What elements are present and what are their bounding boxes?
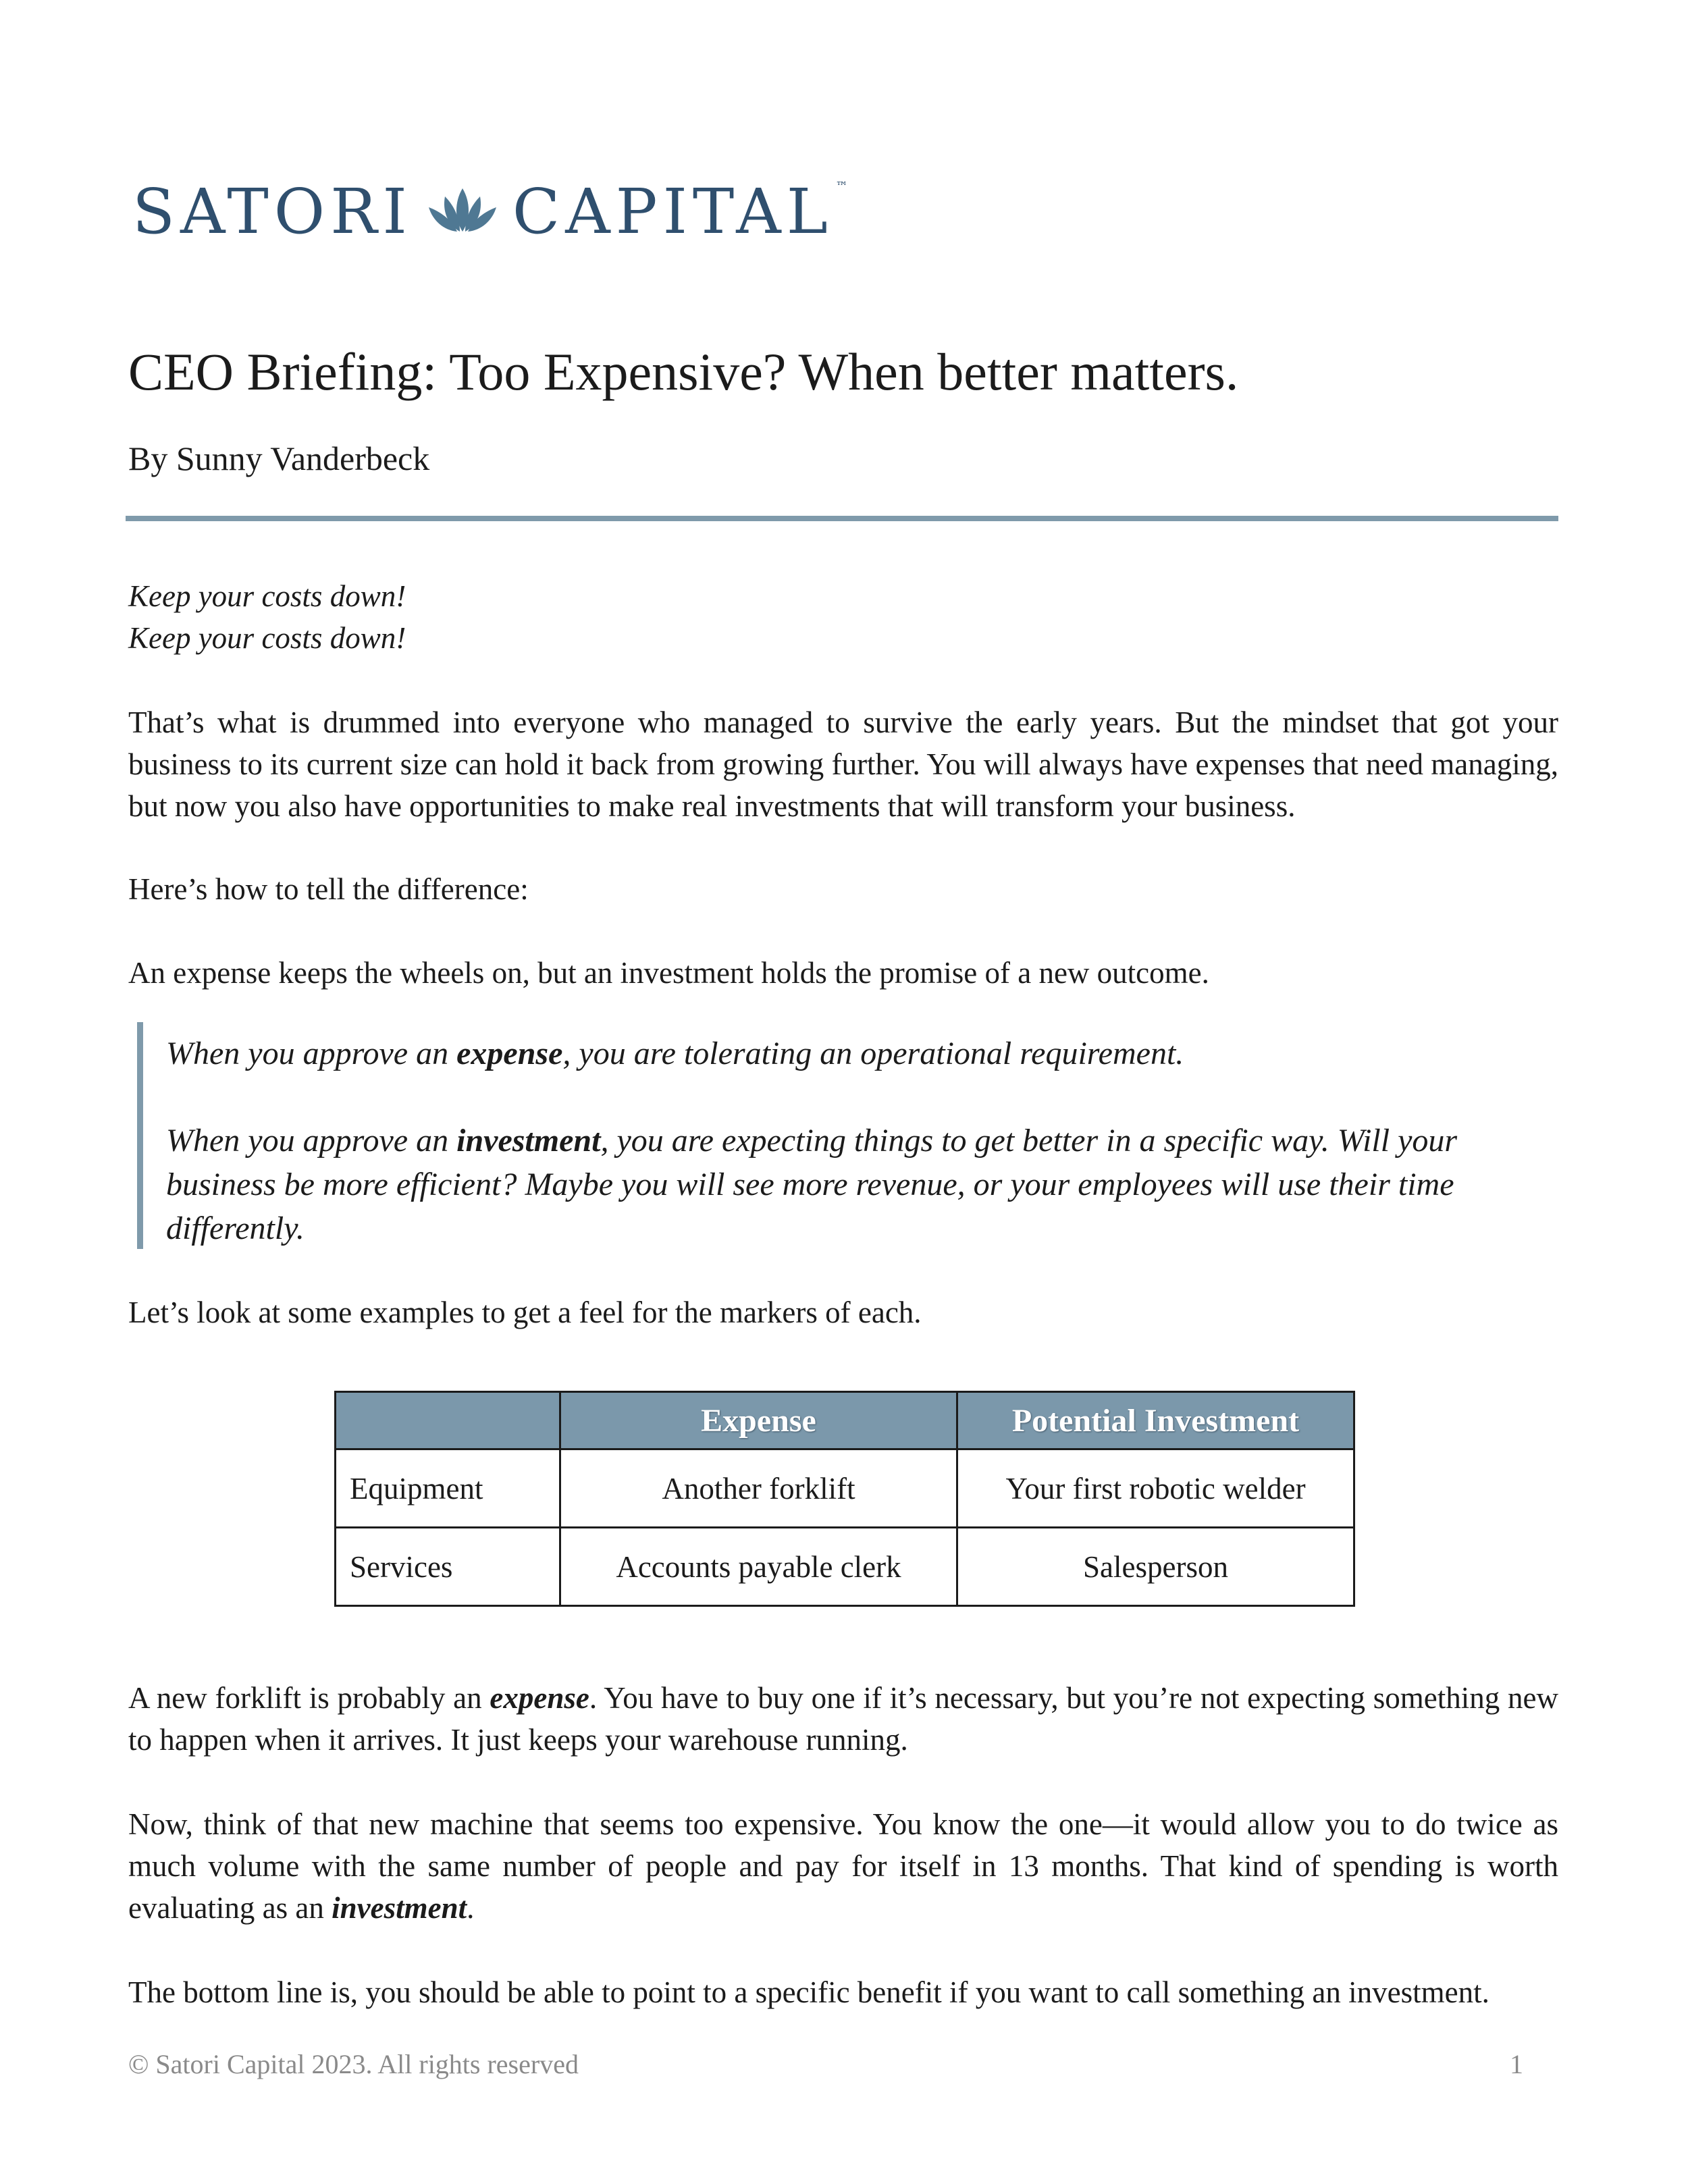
- comparison-table: [334, 1391, 1355, 1607]
- logo-word-capital: CAPITAL: [512, 176, 833, 248]
- table-cell-category: Equipment: [336, 1449, 560, 1528]
- table-header-blank: [336, 1392, 560, 1449]
- expense-vs-investment-paragraph: An expense keeps the wheels on, but an investment holds the promise of a new outcome.: [128, 956, 1209, 990]
- machine-investment-term: investment: [332, 1891, 467, 1925]
- table-cell-investment: Salesperson: [957, 1528, 1354, 1606]
- logo-word-satori: SATORI: [132, 176, 413, 248]
- table-cell-investment: Your first robotic welder: [957, 1449, 1354, 1528]
- forklift-expense-term: expense: [490, 1681, 589, 1715]
- page-number: 1: [1510, 2049, 1523, 2079]
- quote-investment: When you approve an investment, you are expecting things to get better in a specific way. Will your business be more efficient? Maybe you will see more revenue, or your employees will use their time differently.: [166, 1123, 1458, 1246]
- quote-investment-term: investment: [456, 1123, 601, 1158]
- table-cell-expense: Another forklift: [560, 1449, 957, 1528]
- intro-paragraph: That’s what is drummed into everyone who managed to survive the early years. But the mindset that got your business to its current size can hold it back from growing further. You will always have expenses that need managing, but now you also have opportunities to make real investments that will transform your business.: [128, 705, 1558, 823]
- slogan-line-1: Keep your costs down!: [128, 579, 406, 613]
- footer-copyright: © Satori Capital 2023. All rights reserved: [128, 2049, 579, 2079]
- quote-expense: When you approve an expense, you are tolerating an operational requirement.: [166, 1036, 1184, 1071]
- company-logo: [132, 176, 848, 248]
- header-divider: [126, 516, 1558, 521]
- table-header-investment: Potential Investment: [957, 1392, 1354, 1449]
- examples-intro-paragraph: Let’s look at some examples to get a feel for the markers of each.: [128, 1296, 922, 1329]
- table-header-expense: Expense: [560, 1392, 957, 1449]
- page-title: CEO Briefing: Too Expensive? When better matters.: [128, 342, 1239, 401]
- machine-paragraph: Now, think of that new machine that seems too expensive. You know the one—it would allow you to do twice as much volume with the same number of people and pay for itself in 13 months. That kind of spending is worth evaluating as an investment.: [128, 1807, 1558, 1925]
- forklift-paragraph: A new forklift is probably an expense. You have to buy one if it’s necessary, but you’re not expecting something new to happen when it arrives. It just keeps your warehouse running.: [128, 1681, 1558, 1757]
- table-row: [336, 1449, 1354, 1528]
- lotus-icon: [425, 181, 500, 243]
- byline: By Sunny Vanderbeck: [128, 440, 430, 477]
- bottom-line-paragraph: The bottom line is, you should be able to point to a specific benefit if you want to call something an investment.: [128, 1975, 1489, 2009]
- table-row: [336, 1528, 1354, 1606]
- quote-accent-bar: [137, 1022, 143, 1249]
- table-cell-expense: Accounts payable clerk: [560, 1528, 957, 1606]
- table-header-row: [336, 1392, 1354, 1449]
- table-cell-category: Services: [336, 1528, 560, 1606]
- quote-expense-term: expense: [456, 1036, 563, 1071]
- trademark-symbol: ™: [835, 180, 848, 194]
- slogan-line-2: Keep your costs down!: [128, 621, 406, 655]
- difference-paragraph: Here’s how to tell the difference:: [128, 872, 529, 906]
